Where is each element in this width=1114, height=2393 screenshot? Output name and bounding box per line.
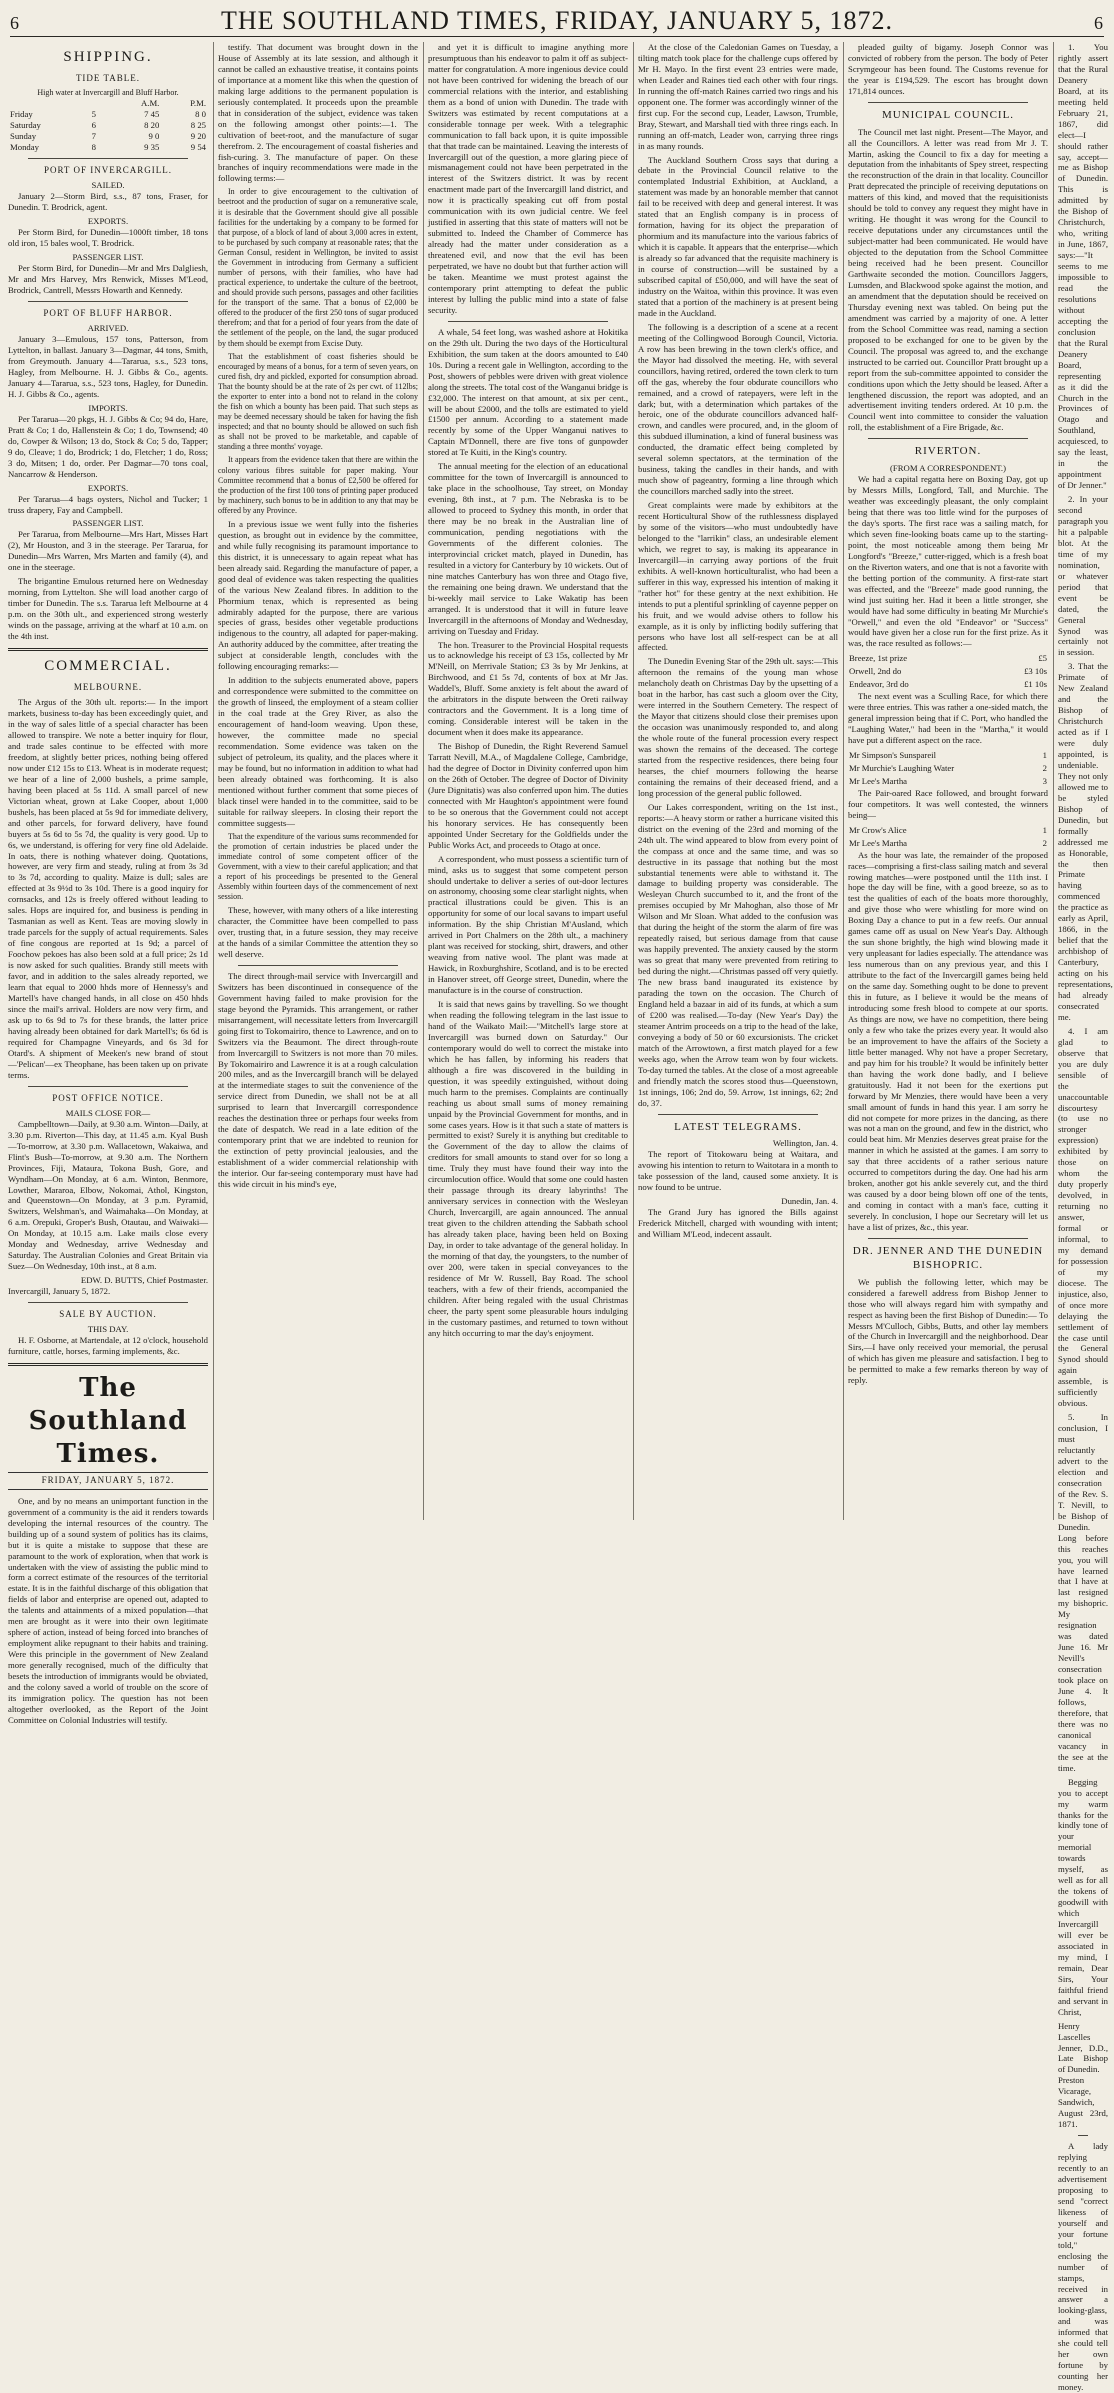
- mails-text: Campbelltown—Daily, at 9.30 a.m. Winton—Daily, at 3.30 p.m. Riverton—This day, at 11.45 a.m. Kyal Bush—To-morrow, at 3.30 p.m. Wallacetown, Wakaiwa, and Flint's Bush—To-morrow, at 9.30 a.m. The Northern Provinces, Fiji, Mataura, Tokona Bush, Gore, and Wyndham—On Monday, at 6 a.m. Winton, Benmore, Lowther, Mararoa, Elbow, Nokomai, Athol, Kingston, and Queenstown—On Monday, at 3 p.m. Pyramid, Switzers, Welshman's, and Waimahaka—On Monday, at 6 a.m. Orepuki, Groper's Bush, Otautau, and Waiwaki—On Monday, at 10.15 a.m. Lake mails close every Monday and Wednesday, arrive Wednesday and Saturday. The Australian Colonies and Great Britain via Suez—On Wednesday, 10th inst., at 8 a.m.: [8, 1118, 208, 1272]
- tide-day: Monday: [10, 142, 39, 153]
- letter-paragraph: 1. You rightly assert that the Rural Deanery Board, at its meeting held February 21, 1867, did elect—I should rather say, accept—me as Bishop of Dunedin. This is admitted by the Bishop of Christchurch, who, writing in June, 1867, says:—"It seems to me impossible to read the resolutions without accepting the conclusion that the Rural Deanery Board, representing as it did the Church in the Provinces of Otago and Southland, acquiesced, to say the least, in the appointment of Dr Jenner.": [1058, 42, 1108, 491]
- riverton-text: We had a capital regatta here on Boxing Day, got up by Messrs Mills, Longford, Tall, and Murchie. The weather was exceedingly pleasant, the only complaint being that there was too little wind for the purposes of the day's sports. The first race was a sailing match, for which seven fine-looking boats came up to the starting-point, the most noticeable among them being Mr Longford's "Breeze," cutter-rigged, which is a fresh boat on the Riverton waters, and one that is not a favorite with the betting portion of the community. A first-rate start was effected, and the "Breeze" made good running, the wind just suiting her. Had it been a little stronger, she would have had some difficulty in beating Mr Murchie's "Orwell," and even the old "Endeavor" or "Success" would have given her a close run for the first prize. As it was, the race resulted as follows:—: [848, 474, 1048, 649]
- arrived-label: ARRIVED.: [87, 323, 129, 334]
- column-rule: [213, 42, 214, 1520]
- riverton-text: The Pair-oared Race followed, and brought forward four competitors. It was well contested, the winners being—: [848, 787, 1048, 820]
- shipping-heading: SHIPPING.: [63, 49, 153, 65]
- column-2: [218, 42, 418, 1520]
- page-number-left: 6: [10, 13, 20, 33]
- news-item: A lady replying recently to an advertisement proposing to send "correct likeness of yourself and your fortune told," enclosing the number of stamps, received in answer a looking-glass, and was informed that she could tell her own fortune by counting her money.: [1058, 2141, 1108, 2393]
- column-1: [8, 42, 208, 1725]
- imports-text: Per Tararua—20 pkgs, H. J. Gibbs & Co; 94 do, Hare, Pratt & Co; 1 do, Hallenstein & Co; 1 do, Townsend; 40 do, Cowper & Wilson; 13 do, Stock & Co; 5 do, Tapper; 9 do, Cleave; 1 do, Brodrick; 1 do, Fletcher; 1 do, Ross; 3 do, Mitsen; 1 do, order. Per Dagmar—70 tons coal, Nancarrow & Henderson.: [8, 413, 208, 479]
- letter-paragraph: 5. In conclusion, I must reluctantly advert to the election and consecration of the Rev. S. T. Nevill, to be Bishop of Dunedin. Long before this reaches you, you will have learned that I have at last resigned my bishopric. My resignation was dated June 16. Mr Nevill's consecration took place on June 4. It follows, therefore, that there was no canonical vacancy in the see at the time.: [1058, 1412, 1108, 1773]
- paper-nameplate: The Southland Times.: [28, 1373, 188, 1469]
- postmaster-signature: EDW. D. BUTTS, Chief Postmaster.: [80, 1275, 208, 1286]
- tide-header-row: [8, 98, 208, 109]
- race-prize: £1 10s: [1024, 679, 1047, 690]
- tide-date: 8: [91, 142, 96, 153]
- quoted-paragraph: That the expenditure of the various sums recommended for the promotion of certain industries be placed under the immediate control of some competent officer of the Government, with a view to their careful application; and that a report of his proceedings be presented to the General Assembly within fourteen days of the commencement of next session.: [218, 831, 418, 902]
- port-bluff-heading: PORT OF BLUFF HARBOR.: [43, 307, 173, 318]
- race-result-row: [848, 749, 1048, 762]
- article-paragraph: and yet it is difficult to imagine anything more presumptuous than his endeavor to palm it off as subject-matter for congratulation. A more ingenious device could not have been contrived for widening the breach of our commercial relations with the interior, and establishing them as a bond of union with Dunedin. The trade with Switzers was estimated by recent computations at a considerable tonnage per week. With a telegraphic communication to fall back upon, it is quite impossible that that trade can be maintained. Leaving the interests of Invercargill out of the question, a more glaring piece of mismanagement could not have been perpetrated in the interest of the Switzers district. It was by recent enactment made part of the Invercargill land district, and now it is practically speaking cut off from postal communication with its own judicial centre. We feel justified in asserting that this state of matters will not be submitted to. Indeed the Chamber of Commerce has already had the matter under consideration as a threatened evil, and now that the evil has been perpetrated, we have no doubt but that further action will be taken. Meantime we must protest against the contemporary print attempting to defeat the public interest by lulling the public mind into a state of false security.: [428, 42, 628, 315]
- tide-day: Friday: [10, 109, 33, 120]
- race-result-row: [848, 652, 1048, 665]
- race-entrant: Mr Crow's Alice: [849, 824, 907, 835]
- letter-paragraph: 2. In your second paragraph you hit a palpable blot. At the time of my nomination, or whatever period that event be dated, the General Synod was certainly not in session.: [1058, 494, 1108, 658]
- passengers-label: PASSENGER LIST.: [72, 252, 144, 263]
- municipal-council-text: The Council met last night. Present—The Mayor, and all the Councillors. A letter was read from Mr J. T. Martin, asking the Council to fix a day for meeting a deputation from the inhabitants of Spey street, respecting the reconstruction of the drain in that locality. Councillor Pratt deprecated the principle of receiving deputations on matters of this kind, and moved that the requisitionists should be told to convey any request they might have in writing. He thought it was wrong for the Council to receive deputations under any circumstances until the subject-matter had been communicated. He would have objected to the deputation from the School Committee being received had he been present. Councillor Garthwaite seconded the motion. Councillors Jaggers, Lumsden, and Blackwood spoke against the motion, and an amendment that the deputation should be received on Thursday evening next was tabled. On being put the amendment was carried by a majority of one. A letter from the School Committee was read, naming a section proposed to be exchanged for one to be given by the Council. The proposal was agreed to, and the exchange instructed to be carried out. Councillor Pratt brought up a report from the sub-committee appointed to consider the conditions upon which the Jetty should be leased. After a lengthened discussion, the report was adopted, and an advertisement inviting tenders ordered. At 10 p.m. the Council went into committee to consider the valuation roll, the establishment of a Fire Brigade, &c.: [848, 126, 1048, 433]
- tide-pm: 8 25: [190, 120, 206, 131]
- auction-text: H. F. Osborne, at Martendale, at 12 o'clock, household furniture, cattle, horses, farming implements, &c.: [8, 1335, 208, 1357]
- letter-paragraph: 3. That the Primate of New Zealand and the Bishop of Christchurch acted as if I were duly appointed, is undeniable. They not only allowed me to be styled Bishop of Dunedin, but formally addressed me as Honorable, the then Primate having commenced the practice as early as April, 1866, in the belief that the archbishop of Canterbury, acting on his representations, had already consecrated me.: [1058, 661, 1113, 1022]
- race-entrant: Orwell, 2nd do: [849, 666, 902, 677]
- section-divider: [658, 1114, 818, 1115]
- tide-am: 7 45: [144, 109, 160, 120]
- race-result-row: [848, 678, 1048, 691]
- column-4: [638, 42, 838, 1520]
- jenner-letter-text: We publish the following letter, which may be considered a farewell address from Bishop Jenner to those who will always regard him with sympathy and respect as having been the first Bishop of Dunedin:— To Messrs M'Culloch, Gibbs, Butts, and other lay members of the Church in Invercargill and the neighborhood. Dear Sirs,—I have only received your memorial, the perusal of which has given me pleasure and satisfaction. I beg to be permitted to make a few remarks thereon by way of reply.: [848, 1276, 1048, 1386]
- race-results-table: [848, 824, 1048, 850]
- telegram-text: pleaded guilty of bigamy. Joseph Connor was convicted of robbery from the person. The body of Peter Scrymgeour has been found. The Customs revenue for the year is £194,529. The escort has brought down 171,814 ounces.: [848, 42, 1048, 96]
- commercial-heading: COMMERCIAL.: [44, 657, 172, 674]
- tide-row: [8, 131, 208, 142]
- section-divider: [238, 965, 398, 966]
- leader-article: One, and by no means an unimportant function in the government of a community is the aid it renders towards developing the internal resources of the country. The building up of a sound system of politics has its claims, but it is quite a mistake to suppose that these are paramount to the work of exploration, when that work is undertaken with the view of assisting the public mind to form a correct estimate of the resources of the territorial estate. It is in the faithful discharge of this obligation that fields of labor and enterprise are opened out, adapted to the talents and attainments of a mixed population—that men are brought as it were into their own legitimate sphere of action, instead of being forced into branches of employment alike repugnant to their habits and training. Were this principle in the government of New Zealand more generally recognised, much of the difficulty that besets the introduction of immigrants would be obviated, and the colony saved a world of trouble on the score of its immigration policy. The question has not been altogether overlooked, as the Report of the Joint Committee on Colonial Industries will testify.: [8, 1495, 208, 1725]
- quoted-paragraph: In order to give encouragement to the cultivation of beetroot and the production of sugar on a remunerative scale, it is desirable that the Government should give all possible facilities for the undertaking by a company to be formed for that purpose, of a block of land of about 3,000 acres in extent, to be purchased by such company at reasonable rates; that the German Consul, resident in Wellington, be invited to assist the Government in introducing from Germany a sufficient number of persons, with their families, who have had practical experience, to undertake the culture of the beetroot, and should provide such persons, passages and other facilities for the transport of the same. That a bonus of £2,000 be offered to the producer of the first 250 tons of sugar produced therefrom; and that for a period of four years from the date of the settlement of the people, on the land, the sugar produced by them should be exempt from Excise Duty.: [218, 187, 418, 348]
- race-results-table: [848, 749, 1048, 788]
- tide-pm: 9 54: [190, 142, 206, 153]
- race-place: 2: [1042, 762, 1047, 773]
- race-entrant: Mr Murchie's Laughing Water: [849, 762, 955, 773]
- news-item: A correspondent, who must possess a scientific turn of mind, asks us to suggest that some competent person should undertake to deliver a series of out-door lectures on astronomy, choosing some clear starlight nights, when practical illustrations could be given. This is an opportunity for some of our local savans to impart useful information. By the ship Christian M'Ausland, which arrived in Port Chalmers on the 28th ult., a machinery plant was received for stocking, shirt, drawers, and other weaving from native wool. The plant was made at Hawick, in Roxburghshire, Scotland, and is to be erected in Hanover street, off George street, Dunedin, where the manufacture is in the course of construction.: [428, 853, 628, 996]
- telegram-dateline: Wellington, Jan. 4.: [772, 1138, 838, 1149]
- passengers-text: Per Storm Bird, for Dunedin—Mr and Mrs Dalgliesh, Mr and Mrs Harvey, Mrs Renwick, Misses M'Leod, Brodrick, Cantrell, Messrs Howarth and Kennedy.: [8, 263, 208, 295]
- masthead: [10, 6, 1104, 37]
- auction-subheading: THIS DAY.: [87, 1324, 129, 1335]
- news-item: The Dunedin Evening Star of the 29th ult. says:—This afternoon the remains of the young man whose melancholy death on Christmas Day by the upsetting of a boat in the harbor, has cast such a gloom over the City, were interred in the Southern Cemetery. The respect of the Mayor that citizens should close their premises upon the occasion was unanimously responded to, and along the whole route of the funeral procession every respect was shown the remains of the deceased. The cortege started from the respective residences, there being four hearses, the chief mourners following the hearse containing the remains of their deceased friend, and a long procession of the general public followed.: [638, 656, 838, 798]
- news-item: A whale, 54 feet long, was washed ashore at Hokitika on the 29th ult. During the two days of the Horticultural Exhibition, the sum taken at the doors amounted to £40 10s. During a recent gale in Wellington, according to the Post, showers of pebbles were driven with great violence along the streets. The total cost of the Wanganui bridge is £32,000. The interest on that amount, at six per cent., will be about £2000, and the tolls are estimated to yield £1500 per annum. According to a statement made recently by some of the Upper Wanganui natives to Captain M'Donnell, there are five tons of gunpowder stored at Te Kuiti, in the King's country.: [428, 326, 628, 458]
- imports-label: IMPORTS.: [88, 402, 128, 413]
- section-divider: [868, 438, 1028, 439]
- race-result-row: [848, 665, 1048, 678]
- passengers-label-2: PASSENGER LIST.: [72, 518, 144, 529]
- tide-table-heading: TIDE TABLE.: [75, 72, 141, 83]
- tide-day: Sunday: [10, 131, 37, 142]
- passengers-text-2: Per Tararua, from Melbourne—Mrs Hart, Misses Hart (2), Mr Houston, and 3 in the steerage. Per Tararua, for Dunedin—Mrs Warren, Mrs Marten and family (4), and one in the steerage.: [8, 529, 208, 573]
- sailed-label: SAILED.: [91, 180, 125, 191]
- article-paragraph: testify. That document was brought down in the House of Assembly at its late session, and although it cannot be called an exhaustive treatise, it contains points of importance at a moment like this when the question of making large additions to the permanent population is seriously contemplated. It proceeds upon the preamble that in consideration of the subject, evidence was taken on the following amongst other points:—1. The cultivation of beet-root, and the manufacture of sugar therefrom. 2. The encouragement of coastal fisheries and fish-curing. 3. The manufacture of paper. On these branches of inquiry recommendations were made in the following terms:—: [218, 42, 418, 184]
- riverton-subheading: (FROM A CORRESPONDENT.): [890, 463, 1006, 474]
- exports-label-2: EXPORTS.: [87, 482, 129, 493]
- race-place: 3: [1042, 775, 1047, 786]
- tide-row: [8, 109, 208, 120]
- column-rule: [1053, 42, 1054, 1520]
- race-place: 2: [1042, 837, 1047, 848]
- letter-place-date: Preston Vicarage, Sandwich, August 23rd, 1871.: [1058, 2075, 1108, 2130]
- section-divider: [28, 1086, 188, 1087]
- column-3: [428, 42, 628, 1520]
- news-item: The hon. Treasurer to the Provincial Hospital requests us to acknowledge his receipt of £3 15s, collected by Mr M'Neill, on Merrivale Station; £3 3s by Mr Jenkins, at Birchwood, and £1 5s 7d, contents of box at Mr Jas. Waddel's, Bluff. Some anxiety is felt about the award of the arbitrators in the dispute between the Oreti railway contractors and the Government. It is a long time of coming. Considerable interest will be taken in the document when it does make its appearance.: [428, 639, 628, 738]
- quoted-paragraph: It appears from the evidence taken that there are within the colony various fibres suitable for paper making. Your Committee recommend that a bonus of £2,500 be offered for the production of the first 100 tons of printing paper produced by machinery, such bonus to be in addition to any that may be offered by any Province.: [218, 455, 418, 515]
- telegram-text: The Grand Jury has ignored the Bills against Frederick Mitchell, charged with wounding with intent; and William M'Leod, indecent assault.: [638, 1207, 838, 1239]
- tide-table: [8, 98, 208, 153]
- riverton-heading: RIVERTON.: [914, 445, 982, 458]
- tide-date: 7: [91, 131, 96, 142]
- telegram-dateline: Dunedin, Jan. 4.: [781, 1196, 838, 1207]
- tide-pm: 8 0: [195, 109, 206, 120]
- race-result-row: [848, 762, 1048, 775]
- news-item: It is said that news gains by travelling. So we thought when reading the following telegram in the last issue to hand of the Waikato Mail:—"Mitchell's large store at Invercargill was burned down on Saturday." Our contemporary would do well to correct the mistake into which he has fallen, by informing his readers that although a fire was discovered in the building in question, it was speedily extinguished, without doing much harm to the premises. Complaints are continually reaching us about small sums of money remaining unpaid by the Provincial Government for months, and in some cases years. How is it that such a state of matters is permitted to exist? Surely it is anything but creditable to the Government of the day to allow the claims of creditors for small amounts to stand over for so long a time. Truly they must have found their way into the circumlocution office. Would that some one could hasten their passage through its dreary labyrinths! The anniversary services in connection with the Wesleyan Church, Invercargill, are again announced. The annual treat given to the children attending the Sabbath school has already taken place, having been held on Boxing Day, in order to take advantage of the general holiday. In the morning of that day, the youngsters, to the number of over 200, were taken in special conveyances to the residence of Mr W. Russell, Bay Road. The school teachers, with a few of their friends, accompanied the children. After being regaled with the usual Christmas cheer, the party spent some pleasurable hours indulging in the customary pastimes, and returned to town without any hitch occurring to mar the day's enjoyment.: [428, 999, 628, 1338]
- tide-pm-label: P.M.: [190, 98, 206, 109]
- telegram-text: The report of Titokowaru being at Waitara, and avowing his intention to return to Waitotara in a month to take possession of the land, caused some anxiety. It is now found to be untrue.: [638, 1149, 838, 1193]
- tide-date: 6: [91, 120, 96, 131]
- race-entrant: Mr Simpson's Sunspareil: [849, 750, 936, 760]
- tide-am: 8 20: [144, 120, 160, 131]
- race-entrant: Breeze, 1st prize: [849, 653, 908, 664]
- section-divider: [448, 321, 608, 322]
- auction-heading: SALE BY AUCTION.: [59, 1309, 157, 1320]
- race-place: 1: [1042, 824, 1047, 835]
- riverton-text: The next event was a Sculling Race, for which there were three entries. This was rather a one-sided match, the general impression being that if C. Port, who handled the "Laughing Water," had been in the "Martha," it would have put a different aspect on the race.: [848, 691, 1048, 746]
- news-item: The Bishop of Dunedin, the Right Reverend Samuel Tarratt Nevill, M.A., of Magdalene College, Cambridge, had the degree of Doctor in Divinity conferred upon him on the 26th of October. The degree of Doctor of Divinity (Jure Dignitatis) was also conferred upon him. The duties connected with Mr Haughton's appointment were found to be so onerous that the Government could not accept his honorary services. He has consequently been appointed Under Secretary for the Goldfields under the Public Works Act, and proceeds to Otago at once.: [428, 741, 628, 850]
- section-divider: [8, 1363, 208, 1366]
- telegrams-heading: LATEST TELEGRAMS.: [674, 1120, 802, 1133]
- race-entrant: Mr Lee's Martha: [849, 837, 908, 848]
- tide-day: Saturday: [10, 120, 41, 131]
- news-item: At the close of the Caledonian Games on Tuesday, a tilting match took place for the challenge cups offered by Mr H. Mayo. In the first event 23 entries were made, when Leader and Raines tied each other with four rings. In running the off-match Raines carried two rings and his opponent one. The former was accordingly winner of the first cup. For the second cup, Leader, Lawson, Trumble, Bray, Stewart, and Marshall tied with three rings each. In running an off-match, Leader won, carrying three rings in as many rounds.: [638, 42, 838, 151]
- commercial-text: The Argus of the 30th ult. reports:— In the import markets, business to-day has been exceedingly quiet, and in the way of sales little of a special character has been allowed to transpire. We note a better inquiry for flour, and trade sales continue to be effected with more freedom, at slightly better prices, nothing being offered now under £12 15s to £13. Wheat is in moderate request; we hear of a line of 2,000 bushels, a prime sample, having been placed at 5s 11d. A small parcel of new Victorian wheat, grown at Lake Cooper, about 1,000 bushels, has been placed at 5s 9d for immediate delivery, and other parcels, for forward delivery, have found buyers at 5s 6d to 5s 7d, the quality is very good. Up to 6s, we understand, is offering for very fine old Adelaide. In oats, there is nothing whatever doing. Quotations, however, are very firm and steady, ruling at from 3s 3d to 3s 7d, according to quality. Maize is dull; sales are effected at 3s 9½d to 3s 10d. There is a good inquiry for cornsacks, and 12s is freely offered without leading to sales. Hops are inquired for, and business is pending in Tasmanian as well as Kent. Teas are moving slowly in trade parcels for the supply of actual requirements. Sales of fine congous are reported at 1s 9d; a parcel of Foochow pekoes has also been sold at a full price; 2s 1d is now asked for such qualities. Brandy still meets with favor, and in addition to the sales already reported, we learn that equal to 2000 hhds more of Hennessy's and Martell's have changed hands, in all close on 450 hhds since the mail's arrival. Holders are now very firm, and ask up to 6s 9d to 7s for these brands, the latter price having already been obtained for dark Martell's; 6s 6d is required for Champagne Vineyards, and 6s 3d for Otard's. A shipment of Meeken's new brand of stout—'Pelican'—ex Theophane, has been taken up on private terms.: [8, 697, 208, 1080]
- tide-pm: 9 20: [190, 131, 206, 142]
- news-item: Great complaints were made by exhibitors at the recent Horticultural Show of the ruthlessness displayed by some of the visitors—who must undoubtedly have belonged to the "larrikin" class, an undesirable element which, we regret to say, is making its appearance in Invercargill—in carrying away portions of the fruit exhibits. A well-known horticulturalist, who had been a sufferer in this way, expressed his intention of making it "rather hot" for these gentry at the next exhibition. He intends to put a plentiful sprinkling of cayenne pepper on his fruit, and we would advise others to follow his example, as it is only by inflicting bodily suffering that persons who have lost all self-respect can be at all affected.: [638, 500, 838, 653]
- column-rule: [423, 42, 424, 1520]
- post-office-heading: POST OFFICE NOTICE.: [52, 1092, 164, 1103]
- article-paragraph: In addition to the subjects enumerated above, papers and correspondence were submitted to the committee on the growth of linseed, the employment of a steam collier in the coal trade at the Grey River, as also the encouragement of hand-loom weaving. Upon these, however, the committee made no special recommendation. Some evidence was taken on the subject of petroleum, its quality, and the places where it may be found, but no information in addition to what had been already obtained was forthcoming. It is also mentioned without further comment that some pieces of black tinsel were handed in to the committee, said to be suitable for railway sleepers. In closing their report the committee suggests—: [218, 675, 418, 828]
- race-result-row: [848, 837, 1048, 850]
- news-item: Our Lakes correspondent, writing on the 1st inst., reports:—A heavy storm or rather a hurricane visited this district on the evening of the 23rd and morning of the 24th ult. The wind appeared to blow from every point of the compass at once and the same time, and was so destructive in its passage that nothing but the most substantial tenements were able to withstand it. The damage to building property was considerable. The Wesleyan Church succumbed to it, and the front of the premises occupied by Mr Mahoghan, also those of Mr Wilson and Mr Sloan. What added to the confusion was that during the height of the storm the alarm of fire was repeatedly raised, but serious damage from that cause was happily prevented. The anxiety caused by the storm was so great that many were prevented from retiring to bed during the night.—Christmas passed off very quietly. The new brass band inaugurated its existence by parading the town on the occasion. The Church of England held a bazaar in aid of its funds, at which a sum of £200 was realised.—To-day (New Year's Day) the steamer Antrim proceeds on a trip to the head of the lake, conveying a body of 50 or 60 excursionists. The cricket match of the Arrowtown, a first match played for a few weeks ago, when the Arrow team won by four wickets. To-day turned the tables. At the close of a most agreeable and friendly match the scores stood thus—Queenstown, 1st innings, 106; 2nd do, 59. Arrow, 1st innings, 62; 2nd do, 37.: [638, 801, 838, 1108]
- news-item: The annual meeting for the election of an educational committee for the town of Invercargill is announced to take place in the schoolhouse, Tay street, on Monday evening, 8th inst., at 7 p.m. The Nebraska is to be allowed to proceed to Sydney this month, in order that there may be no break in the Australian line of communication, pending negotiations with the Governments of the different colonies. The interprovincial cricket match, played in Dunedin, has resulted in a victory for Canterbury by 10 wickets. Out of nine matches Canterbury has won three and Otago five, the remaining one being drawn. We understand that the bi-weekly mail service to Lake Wakatip has been arranged. It is understood that it will in future leave Invercargill in the afternoons of Monday and Wednesday, arriving on Tuesday and Friday.: [428, 461, 629, 636]
- race-result-row: [848, 824, 1048, 837]
- tide-am-label: A.M.: [141, 98, 160, 109]
- news-item: The following is a description of a scene at a recent meeting of the Collingwood Borough Council, Victoria. A row has been brewing in the town clerk's office, and the Mayor had dissolved the meeting. He, with several councillors, having retired, ordered the town clerk to turn off the gas, whereby the four obdurate councillors who remained, and a crowd of ratepayers, were left in the dark; but, with a determination which partakes of the heroic, one of the obdurate councillors advanced half-crown, and candles were procured, and, in the gloom of this subdued illumination, a kind of funeral business was conducted, the dramatic effect being completed by several solemn spectators, at the termination of the business, taking the candles in their hands, and with much show of pageantry, forming a line through which the councillors marched sadly into the street.: [638, 321, 838, 497]
- section-divider: [28, 301, 188, 302]
- melbourne-heading: MELBOURNE.: [73, 681, 143, 692]
- tide-date: 5: [91, 109, 96, 120]
- letter-paragraph: 4. I am glad to observe that you are duly sensible of the unaccountable discourtesy (to use no stronger expression) exhibited by those on whom the duty properly devolved, in returning no answer, formal or informal, to my demand for possession of my diocese. The injustice, also, of once more delaying the settlement of the case until the General Synod should again assemble, is sufficiently obvious.: [1058, 1025, 1109, 1409]
- race-results-table: [848, 652, 1048, 691]
- quoted-paragraph: That the establishment of coast fisheries should be encouraged by means of a bonus, for a term of seven years, on cured fish, dry and pickled, exported for consumption abroad. That the bounty should be at the rate of 2s per cwt. of 112lbs; the exporter to enter into a bond not to reland in the colony the fish on which a bounty has been paid. That such steps as may be deemed necessary should be taken for having the fish inspected; and that no bounty should be allowed on such fish as shall not be proved to be marketable, and capable of standing a three months' voyage.: [218, 351, 418, 452]
- newspaper-title: THE SOUTHLAND TIMES, FRIDAY, JANUARY 5, 1872.: [221, 6, 893, 35]
- jenner-heading: DR. JENNER AND THE DUNEDIN BISHOPRIC.: [852, 1244, 1044, 1271]
- tide-am: 9 35: [144, 142, 160, 153]
- post-office-date: Invercargill, January 5, 1872.: [8, 1286, 111, 1297]
- race-result-row: [848, 775, 1048, 788]
- race-entrant: Mr Lee's Martha: [849, 775, 908, 786]
- article-paragraph: The direct through-mail service with Invercargill and Switzers has been discontinued in consequence of the Government having failed to make provision for the stage beyond the Pyramids. This arrangement, or rather misarrangement, will necessitate letters from Invercargill going first to Tokomairiro, thence to Lawrence, and on to Switzers via the Beaumont. The direct through-route from Invercargill to Switzers is not more than 70 miles. By Tokomairiro and Lawrence it is at a rough calculation 200 miles, and as the Invercargill branch will be delayed at the intermediate stages to suit the convenience of the service direct from Dunedin, we shall not be at all surprised to learn that Invercargill correspondence reaches the destination three or perhaps four weeks from the date of despatch. We read in a late edition of the contemporary print that we are indebted to reunion for the extinction of petty provincial jealousies, and the establishment of a wider commercial relationship with the interior. Our far-seeing contemporary must have had this wide circuit in his mind's eye,: [218, 970, 418, 1189]
- mails-close-label: MAILS CLOSE FOR—: [65, 1107, 151, 1118]
- section-divider: [8, 648, 208, 651]
- port-invercargill-heading: PORT OF INVERCARGILL.: [43, 165, 173, 176]
- sailed-text: January 2—Storm Bird, s.s., 87 tons, Fraser, for Dunedin. T. Brodrick, agent.: [8, 191, 208, 213]
- tide-row: [8, 142, 208, 153]
- section-divider: [868, 102, 1028, 103]
- article-paragraph: In a previous issue we went fully into the fisheries question, as brought out in evidence by the committee, and while fully recognising its paramount importance to this district, it is unnecessary to again repeat what has been already said. Regarding the manufacture of paper, a good deal of evidence was taken respecting the qualities of the various New Zealand fibres. In addition to the Phormium tenax, which is represented as being admirably adapted for the purpose, there are various species of grass, besides other vegetable productions indigenous to the country, all adapted for paper-making. An authority adduced by the committee, after treating the subject at considerable length, concludes with the following encouraging remarks:—: [218, 518, 418, 672]
- section-divider: [28, 1302, 188, 1303]
- tide-row: [8, 120, 208, 131]
- exports-text-2: Per Tararua—4 bags oysters, Nichol and Tucker; 1 truss drapery, Fay and Campbell.: [8, 493, 208, 515]
- column-5: [848, 42, 1048, 1520]
- race-prize: £5: [1038, 653, 1047, 664]
- race-prize: £3 10s: [1024, 666, 1047, 677]
- news-item: The Auckland Southern Cross says that during a debate in the Provincial Council relative to the contemplated Industrial Exhibition, at Auckland, a statement was made by an honorable member that cannot fail to be received with deep and general interest. It was stated that an English company is in process of formation, having for its object the preparation of phormium and its manufacture into the various fabrics of which it is capable. It appears that the enterprise—which is already so far advanced that the requisite machinery is in course of construction—will be sustained by a subscribed capital of £50,000, and will have the seat of industry on the Waitoa, within this province. It was even stated that a portion of the machinery is at present being made in the Auckland.: [638, 154, 838, 318]
- municipal-council-heading: MUNICIPAL COUNCIL.: [881, 108, 1015, 121]
- page-number-right: 6: [1094, 13, 1104, 33]
- arrived-text: January 3—Emulous, 157 tons, Patterson, from Lyttelton, in ballast. January 3—Dagmar, 44 tons, Smith, from Greymouth. January 4—Tararua, s.s., 523 tons, Hagley, from Melbourne. H. J. Gibbs & Co., agents. January 4—Tararua, s.s., 523 tons, Hagley, for Dunedin. H. J. Gibbs & Co., agents.: [8, 334, 208, 399]
- tide-am: 9 0: [148, 131, 160, 142]
- column-rule: [633, 42, 634, 1520]
- column-rule: [843, 42, 844, 1520]
- race-entrant: Endeavor, 3rd do: [849, 679, 909, 690]
- section-divider: [28, 158, 188, 159]
- section-divider: [1078, 2135, 1088, 2136]
- column-6: [1058, 42, 1113, 2393]
- race-place: 1: [1042, 750, 1047, 760]
- letter-closing: Begging you to accept my warm thanks for the kindly tone of your memorial towards myself, as well as for all the tokens of goodwill with which Invercargill will ever be associated in my mind, I remain, Dear Sirs, Your faithful friend and servant in Christ,: [1058, 1776, 1108, 2017]
- letter-signature: Henry Lascelles Jenner, D.D., Late Bishop of Dunedin.: [1058, 2020, 1108, 2075]
- section-divider: [868, 1238, 1028, 1239]
- exports-label: EXPORTS.: [87, 216, 129, 227]
- shipping-note: The brigantine Emulous returned here on Wednesday morning, from Lyttelton. She will load another cargo of timber for Dunedin. The s.s. Tararua left Melbourne at 4 p.m. on the 30th ult., and experienced strong westerly winds on the passage, arriving at the wharf at 10 a.m. on the 4th inst.: [8, 576, 208, 641]
- exports-text: Per Storm Bird, for Dunedin—1000ft timber, 18 tons old iron, 15 bales wool, T. Brodrick.: [8, 227, 208, 249]
- riverton-text: As the hour was late, the remainder of the proposed races—comprising a first-class sailing match and several rowing matches—were postponed until the 11th inst. I hope the day will be fine, with a good breeze, so as to test the qualities of each of the boats more thoroughly, and give those who were whistling for more wind on Boxing Day a chance to put in a few reefs. Our annual games came off as usual on New Year's Day. Although the sun shone brightly, the high wind blowing made it very unpleasant for ladies especially. The attendance was less numerous than on any previous year, and this I attribute to the fact of the Invercargill games being held on the same day. Something ought to be done to prevent this in future, as I believe it would be the means of introducing some fresh blood to compete at our sports. As things are now, we have no competition, there being only a few who take the prizes every year. It would also be an improvement to have the affairs of the Society a little better managed. Why not have a proper Secretary, and pay him for his trouble? It would be infinitely better than having the work done badly, and I believe gratuitously. Had it not been for the exertions put forward by Mr Menzies, there would have been a very small amount of funds in hand this year. I am sorry he did not compete for more prizes in the dancing, as there was not a man on the ground, and few in the district, who could beat him. Mr Menzies deserves great praise for the manner in which he assisted at the games. I am sorry to say that three accidents of a rather serious nature occurred to competitors during the day. One had his arm broken, another got his ankle severely cut, and the third was caused by a door being blown off one of the tents, and coming in contact with a man's face, cutting it severely. In conclusion, I hope our Secretary will let us have a list of prizes, &c., this year.: [848, 849, 1048, 1233]
- tide-table-subheading: High water at Invercargill and Bluff Harbor.: [37, 88, 179, 98]
- paper-dateline: FRIDAY, JANUARY 5, 1872.: [8, 1472, 208, 1489]
- article-paragraph: These, however, with many others of a like interesting character, the Committee have been compelled to pass over, trusting that, in a future session, they may receive at the hands of a similar Committee the attention they so well deserve.: [218, 905, 418, 959]
